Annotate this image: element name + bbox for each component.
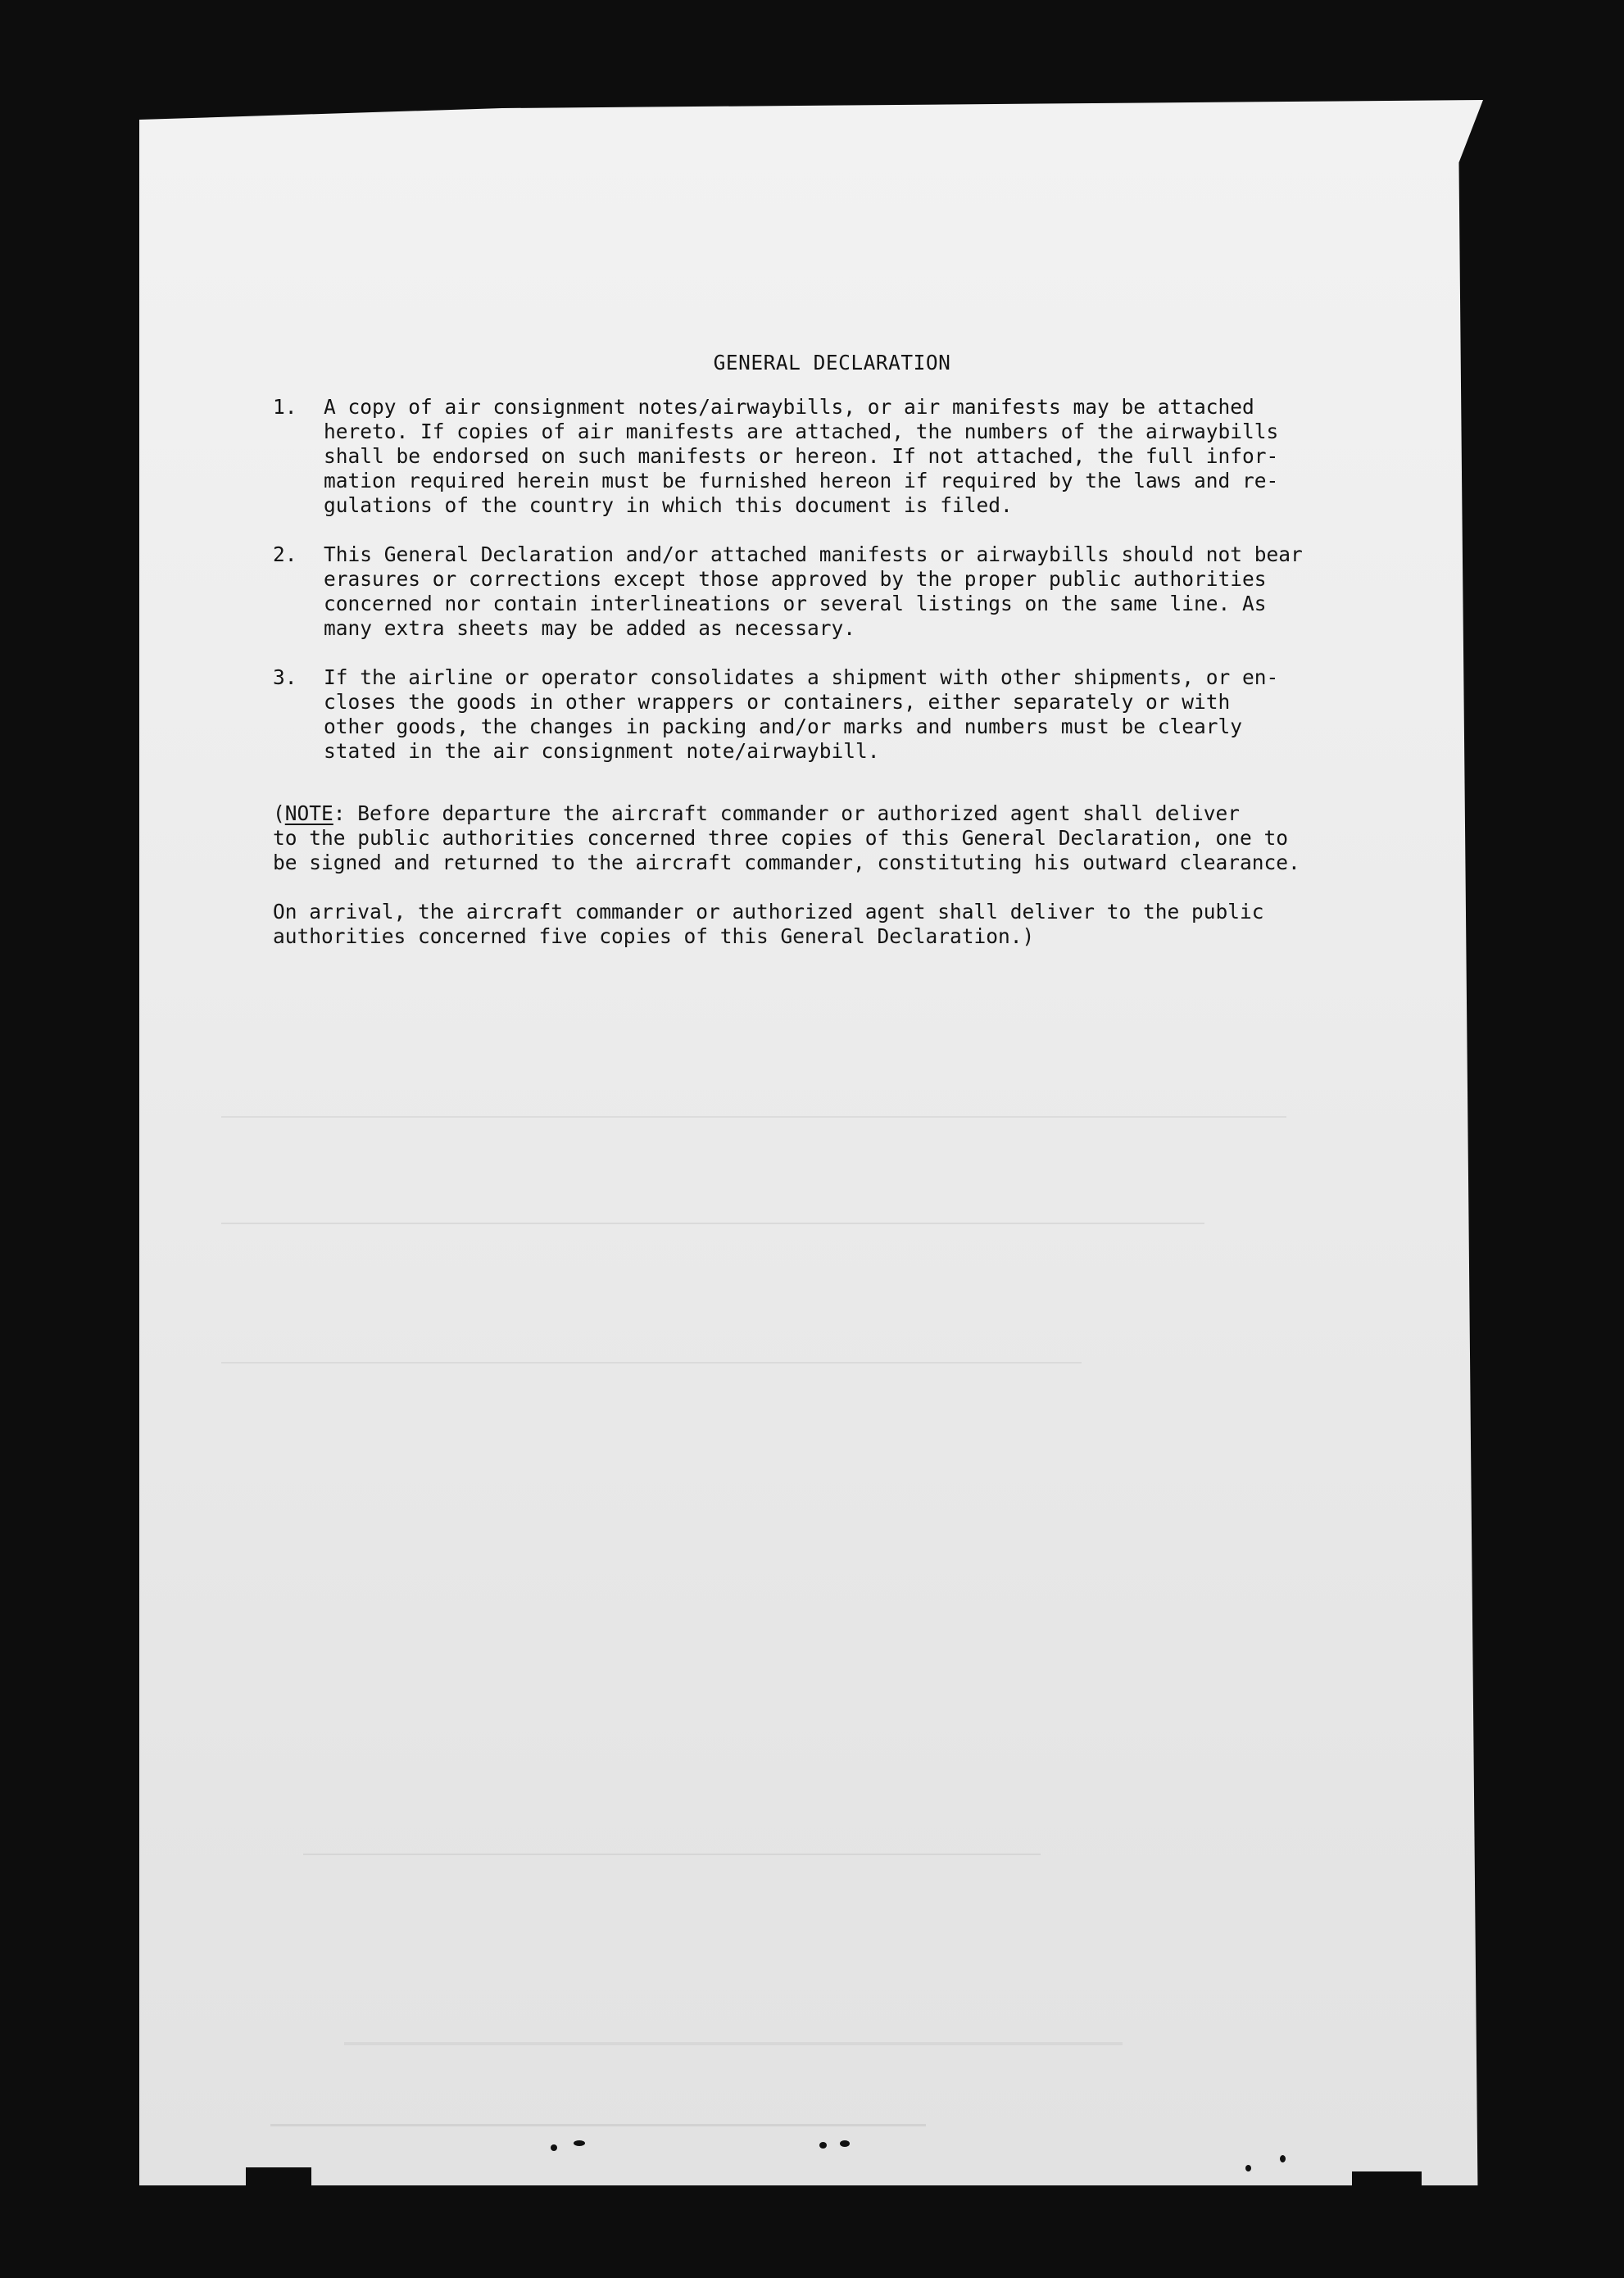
declaration-content <box>273 351 1367 949</box>
scan-speck <box>574 2140 585 2146</box>
note-paragraph <box>273 801 1367 875</box>
note-open-paren: ( <box>273 801 285 825</box>
item-number: 3. <box>273 665 297 689</box>
scan-speck <box>551 2144 557 2151</box>
instruction-item <box>273 395 1367 518</box>
item-text: If the airline or operator consolidates a shipment with other shipments, or en- closes the goods in other wrappers or containers, either separately or with other goods, the changes in packing and/or marks and numbers must be clearly stated in the air consignment note/airwaybill. <box>324 665 1279 763</box>
binding-tab <box>1352 2171 1422 2278</box>
bleed-through-smudge <box>270 2124 926 2126</box>
item-number: 2. <box>273 542 297 566</box>
item-text: A copy of air consignment notes/airwaybills, or air manifests may be attached hereto. If copies of air manifests are attached, the numbers of the airwaybills shall be endorsed on such manifests or hereon. If not attached, the full infor- mation required herein must be furnished hereon if required by the laws and re- gulations of the country in which this document is filed. <box>324 395 1279 517</box>
bleed-through-smudge <box>221 1116 1286 1118</box>
binding-tab <box>823 2186 901 2278</box>
scan-speck <box>840 2140 850 2147</box>
bleed-through-smudge <box>221 1223 1204 1224</box>
document-title: GENERAL DECLARATION <box>713 351 951 374</box>
item-text: This General Declaration and/or attached manifests or airwaybills should not bear erasures or corrections except those approved by the proper public authorities concerned nor contain interlineations or several listings on the same line. As many extra sheets may be added as necessary. <box>324 542 1303 640</box>
note-text: : Before departure the aircraft commander or authorized agent shall deliver to the public authorities concerned three copies of this General Declaration, one to be signed and returned to the aircraft commander, constituting his outward clearance. <box>273 801 1300 874</box>
instruction-item <box>273 665 1367 764</box>
binding-tab <box>246 2167 311 2278</box>
scan-speck <box>819 2142 827 2149</box>
item-number: 1. <box>273 395 297 419</box>
bleed-through-smudge <box>303 1854 1041 1855</box>
bleed-through-smudge <box>221 1362 1082 1364</box>
arrival-paragraph: On arrival, the aircraft commander or authorized agent shall deliver to the public authorities concerned five copies of this General Declaration.) <box>273 900 1264 948</box>
bleed-through-smudge <box>344 2042 1123 2045</box>
note-label: NOTE <box>284 801 333 825</box>
scan-speck <box>1245 2165 1251 2171</box>
instruction-item <box>273 542 1367 641</box>
scan-speck <box>1280 2155 1286 2162</box>
